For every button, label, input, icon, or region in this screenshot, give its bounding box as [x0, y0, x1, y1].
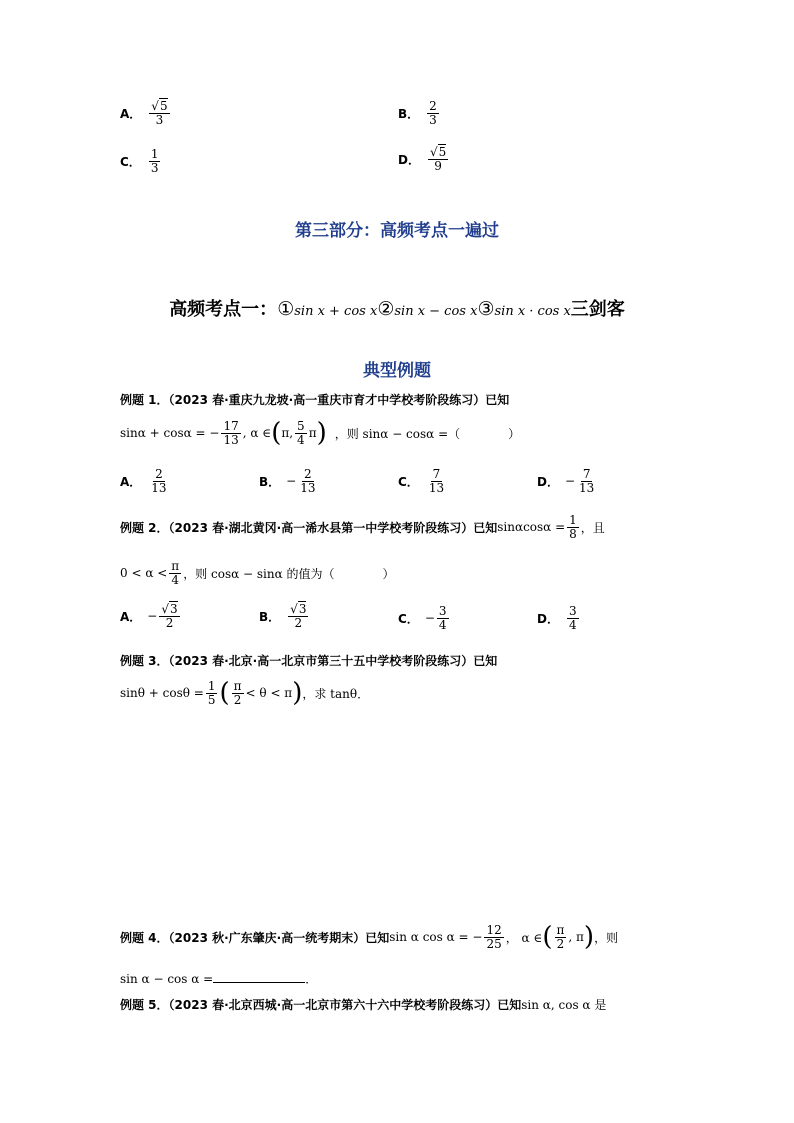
example-1-option-d: D． − $\frac{7}{13}$	[537, 467, 595, 495]
option-b	[398, 100, 441, 126]
example-4-question: sin α − cos α = ．	[120, 972, 318, 986]
fraction: $\frac{1}{3}$	[150, 147, 159, 175]
section-title: 第三部分：高频考点一遍过	[295, 221, 499, 241]
example-4-header: 例题 4．（2023 秋·广东肇庆·高一统考期末）已知 sin α cos α = − $\frac{12}{25}$ ， α ∈ ( $\frac{\pi}{2}$ , π ) ，则	[120, 922, 619, 952]
example-3-header: 例题 3．（2023 春·北京·高一北京市第三十五中学校考阶段练习）已知	[120, 654, 498, 668]
fraction: $\frac{√5}{3}$	[151, 99, 168, 127]
option-c	[120, 148, 162, 174]
option-label: B．	[398, 106, 420, 121]
option-d	[398, 146, 450, 172]
example-2-condition: 0 < α < $\frac{\pi}{4}$ ，则 cosα − sinα 的值为（ ）	[120, 559, 395, 587]
examples-heading: 典型例题	[363, 361, 431, 381]
example-1-option-b: B． − $\frac{2}{13}$	[259, 467, 316, 495]
example-1-option-a: A． $\frac{2}{13}$	[120, 467, 167, 495]
fraction: $\frac{√5}{9}$	[429, 145, 447, 173]
example-2-option-b: B． $\frac{√3}{2}$	[259, 602, 307, 630]
answer-blank[interactable]	[213, 970, 305, 983]
option-label: C．	[120, 154, 141, 169]
example-1-condition: sinα + cosα = − $\frac{17}{13}$ , α ∈ ( π, $\frac{5}{4}$ π ) ，则 sinα − cosα =（ ）	[120, 418, 521, 448]
option-label: D．	[398, 152, 420, 167]
example-2-header: 例题 2．（2023 春·湖北黄冈·高一浠水县第一中学校考阶段练习）已知 sinαcosα = $\frac{1}{8}$ ，且	[120, 513, 605, 541]
example-1-header: 例题 1．（2023 春·重庆九龙坡·高一重庆市育才中学校考阶段练习）已知	[120, 393, 510, 407]
example-3-condition: sinθ + cosθ = $\frac{1}{5}$ ( $\frac{\pi}{2}$ < θ < π ) ，求 tanθ．	[120, 678, 370, 708]
option-label: A．	[120, 106, 142, 121]
example-2-option-d: D． $\frac{3}{4}$	[537, 604, 577, 632]
option-a	[120, 100, 172, 126]
fraction: $\frac{2}{3}$	[429, 99, 437, 127]
example-2-option-a: A． − $\frac{√3}{2}$	[120, 602, 178, 630]
example-1-option-c: C． $\frac{7}{13}$	[398, 467, 445, 495]
example-5-header: 例题 5．（2023 春·北京西城·高一北京市第六十六中学校考阶段练习）已知sin α, cos α 是	[120, 998, 607, 1012]
topic-title: 高频考点一：①sin x + cos x②sin x − cos x③sin x · cos x三剑客	[169, 298, 625, 320]
example-2-option-c: C． − $\frac{3}{4}$	[398, 604, 447, 632]
